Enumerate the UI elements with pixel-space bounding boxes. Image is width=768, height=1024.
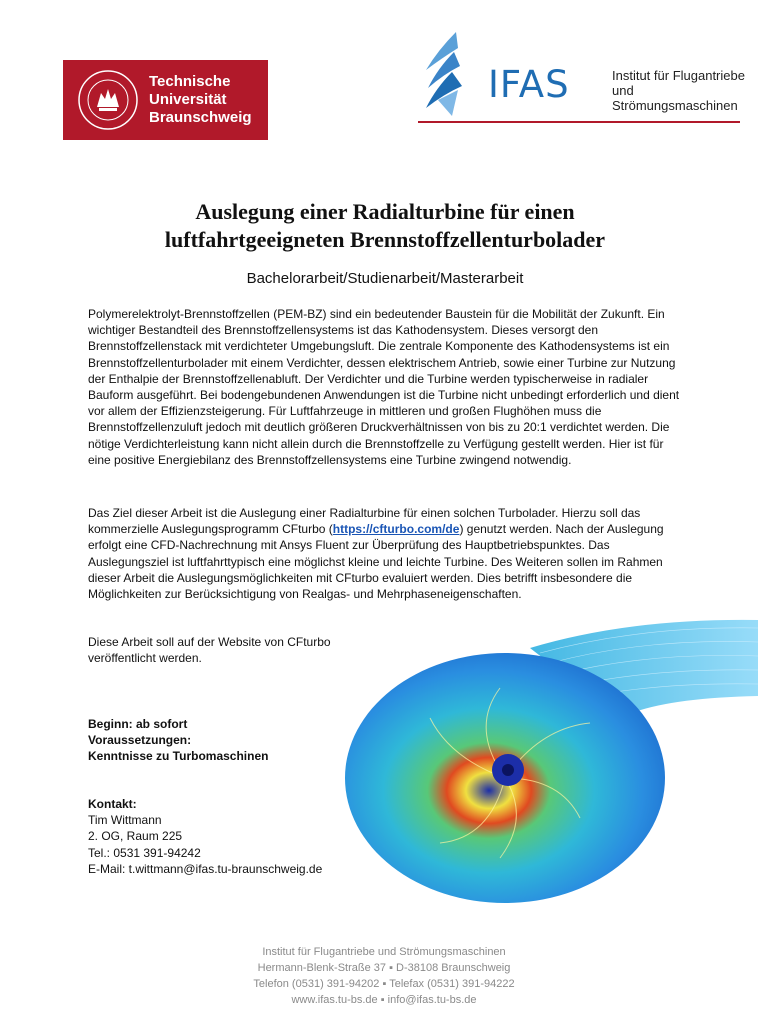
tu-name-line-1: Technische — [149, 73, 231, 90]
ifas-institute-name — [612, 68, 748, 113]
tu-name-line-2: Universität — [149, 91, 227, 108]
title-line-2: luftfahrtgeeigneten Brennstoffzellenturbolader — [164, 227, 606, 252]
contact-name: Tim Wittmann — [88, 813, 162, 828]
contact-block — [88, 796, 322, 877]
turbine-cfd-image — [330, 608, 760, 908]
publication-line-2: veröffentlicht werden. — [88, 651, 202, 666]
footer-phone-fax: Telefon (0531) 391-94202 ▪ Telefax (0531) 391-94222 — [253, 978, 515, 990]
prerequisites-label: Voraussetzungen: — [88, 733, 192, 748]
thesis-type: Bachelorarbeit/Studienarbeit/Masterarbeit — [246, 270, 524, 287]
contact-email[interactable]: E-Mail: t.wittmann@ifas.tu-braunschweig.de — [88, 861, 323, 876]
document-title — [80, 198, 690, 254]
contact-room: 2. OG, Raum 225 — [88, 829, 183, 844]
start-date: Beginn: ab sofort — [88, 717, 188, 731]
paragraph-goal — [88, 505, 688, 602]
header-divider — [418, 121, 740, 123]
paragraph-goal-part-2: ) genutzt werden. Nach der Auslegung erfolgt eine CFD-Nachrechnung mit Ansys Fluent zur Überprüfung des Hauptbetriebspunktes. Das Auslegungsziel ist luftfahrttypisch eine möglichst kleine und leichte Turbine. Des Weiteren sollen im Rahmen dieser Arbeit die Auslegungsmöglichkeiten mit CFturbo evaluiert werden. Dies betrifft insbesondere die Möglichkeiten zur Berücksichtigung von Realgas- und Mehrphaseneigenschaften. — [88, 522, 664, 602]
tu-name-line-3: Braunschweig — [149, 109, 252, 126]
publication-line-1: Diese Arbeit soll auf der Website von CFturbo — [88, 635, 331, 649]
footer-institute: Institut für Flugantriebe und Strömungsmaschinen — [262, 946, 506, 958]
ifas-logo — [418, 30, 748, 122]
cfturbo-link[interactable]: https://cfturbo.com/de — [332, 522, 460, 537]
footer-web-email[interactable]: www.ifas.tu-bs.de ▪ info@ifas.tu-bs.de — [291, 994, 477, 1006]
footer-address: Hermann-Blenk-Straße 37 ▪ D-38108 Braunschweig — [257, 962, 511, 974]
university-seal-icon — [77, 69, 139, 131]
ifas-wordmark: IFAS — [488, 63, 570, 106]
ifas-wing-icon — [418, 30, 488, 120]
ifas-sub-line-1: Institut für Flugantriebe — [612, 68, 745, 83]
paragraph-intro: Polymerelektrolyt-Brennstoffzellen (PEM-BZ) sind ein bedeutender Baustein für die Mobilität der Zukunft. Ein wichtiger Bestandteil des Brennstoffzellensystems ist das Kathodensystem. Dieses versorgt den Brennstoffzellenstack mit verdichteter Umgebungsluft. Die zentrale Komponente des Kathodensystems ist ein Brennstoffzellenturbolader mit einem Verdichter, dessen elektrischem Antrieb, sowie einer Turbine zur Nutzung der Enthalpie der Brennstoffzellenabluft. Der Verdichter und die Turbine werden typischerweise in radialer Bauform ausgeführt. Bei bodengebundenen Anwendungen ist die Turbine nicht unbedingt erforderlich und dient vor allem der Effizienzsteigerung. Für Luftfahrzeuge in mittleren und großen Flughöhen muss die Brennstoffzellenzuluft jedoch mit deutlich größeren Druckverhältnissen von bis zu 20:1 verdichtet werden. Die nötige Verdichterleistung kann nicht allein durch die Brennstoffzelle zu Verfügung gestellt werden. Hier ist für eine positive Energiebilanz des Brennstoffzellensystems eine Turbine zwingend notwendig. — [88, 307, 680, 467]
info-block — [88, 716, 268, 765]
tu-braunschweig-logo — [63, 60, 268, 140]
contact-label: Kontakt: — [88, 797, 137, 811]
page-footer — [0, 944, 768, 1008]
paragraph-goal-part-1: Das Ziel dieser Arbeit ist die Auslegung einer Radialturbine für einen solchen Turbolader. Hierzu soll das kommerzielle Auslegungsprogramm CFturbo ( — [88, 506, 641, 537]
prerequisites-value: Kenntnisse zu Turbomaschinen — [88, 749, 269, 764]
contact-phone: Tel.: 0531 391-94242 — [88, 845, 201, 860]
ifas-sub-line-2: und Strömungsmaschinen — [612, 83, 738, 113]
title-line-1: Auslegung einer Radialturbine für einen — [195, 199, 575, 224]
